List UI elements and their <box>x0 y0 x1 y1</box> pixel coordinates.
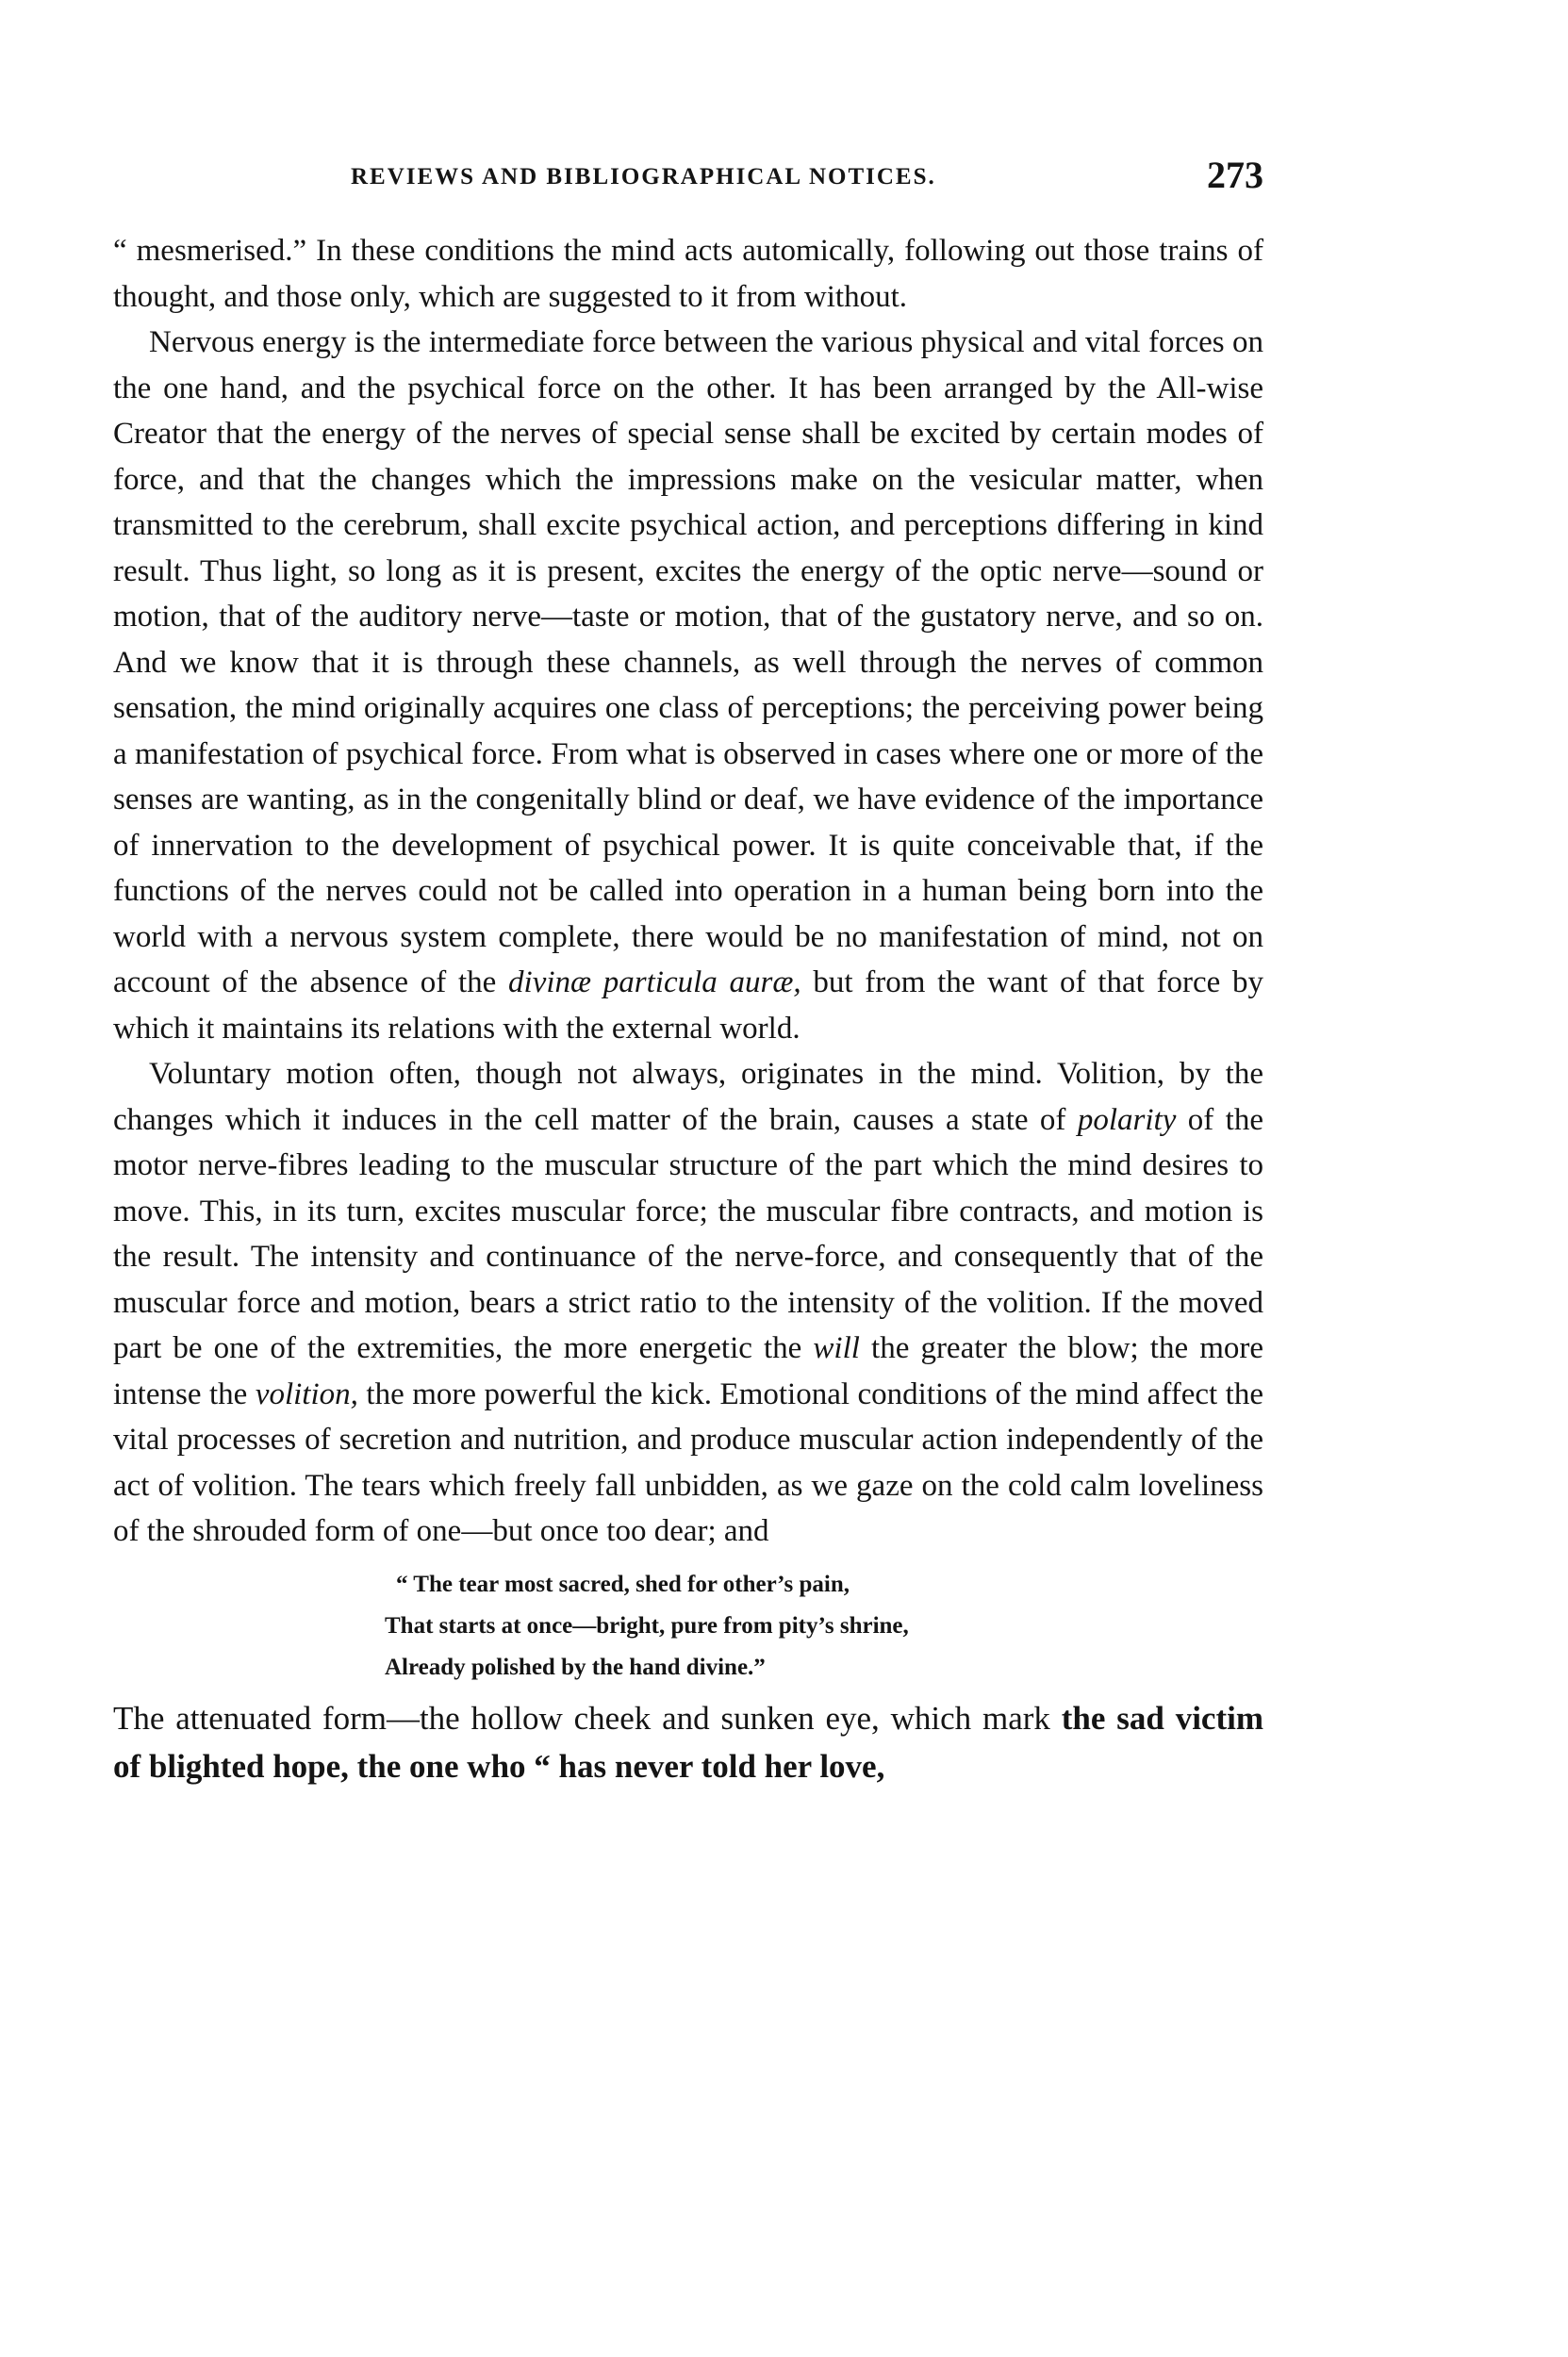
paragraph-4-text-a: The attenuated form—the hollow cheek and sunken eye, which mark <box>113 1699 1062 1737</box>
paragraph-1: “ mesmerised.” In these conditions the mind acts automically, following out those trains of thought, and those only, which are suggested to it from without. <box>113 234 1263 314</box>
running-head: REVIEWS AND BIBLIOGRAPHICAL NOTICES. <box>351 164 936 190</box>
verse-line-3: Already polished by the hand divine.” <box>385 1654 766 1680</box>
verse-line-1: “ The tear most sacred, shed for other’s pain, <box>396 1571 850 1597</box>
italic-polarity: polarity <box>1077 1102 1177 1137</box>
paragraph-3-text-c: the greater the blow; the more intense the <box>113 1331 1263 1411</box>
paragraph-3 <box>113 1051 1263 1555</box>
paragraph-2-text-b: but from the want of that force by which it maintains its relations with the external world. <box>113 965 1263 1046</box>
latin-phrase: divinæ particula auræ, <box>508 965 801 999</box>
page-body <box>113 228 1263 1790</box>
page-header <box>113 154 1263 206</box>
italic-will: will <box>813 1331 860 1365</box>
paragraph-3-text-d: the more powerful the kick. Emotional conditions of the mind affect the vital processes of secretion and nutrition, and produce muscular action independently of the act of volition. The tears which freely fall unbidden, as we gaze on the cold calm loveliness of the shrouded form of one—but once too dear; and <box>113 1376 1263 1548</box>
verse-line-2: That starts at once—bright, pure from pity’s shrine, <box>385 1612 909 1639</box>
italic-volition: volition, <box>255 1376 358 1411</box>
page-number: 273 <box>1207 154 1263 196</box>
verse-quotation <box>385 1564 1263 1689</box>
paragraph-4-text-b: the sad victim of blighted hope, the one who “ has never told her love, <box>113 1699 1263 1785</box>
paragraph-2-text-a: Nervous energy is the intermediate force between the various physical and vital forces on the one hand, and the psychical force on the other. It has been arranged by the All-wise Creator that the energy of the nerves of special sense shall be excited by certain modes of force, and that the changes which the impressions make on the vesicular matter, when transmitted to the cerebrum, shall excite psychical action, and perceptions differing in kind result. Thus light, so long as it is present, excites the energy of the optic nerve—sound or motion, that of the auditory nerve—taste or motion, that of the gustatory nerve, and so on. And we know that it is through these channels, as well through the nerves of common sensation, the mind originally acquires one class of perceptions; the perceiving power being a manifestation of psychical force. From what is observed in cases where one or more of the senses are wanting, as in the congenitally blind or deaf, we have evidence of the importance of innervation to the development of psychical power. It is quite conceivable that, if the functions of the nerves could not be called into operation in a human being born into the world with a nervous system complete, there would be no manifestation of mind, not on account of the absence of the <box>113 325 1263 999</box>
paragraph-4 <box>113 1694 1263 1790</box>
paragraph-3-text-b: of the motor nerve-fibres leading to the muscular structure of the part which the mind desires to move. This, in its turn, excites muscular force; the muscular fibre contracts, and motion is the result. The intensity and continuance of the nerve-force, and consequently that of the muscular force and motion, bears a strict ratio to the intensity of the volition. If the moved part be one of the extremities, the more energetic the <box>113 1102 1263 1365</box>
paragraph-2 <box>113 320 1263 1051</box>
paragraph-3-text-a: Voluntary motion often, though not always, originates in the mind. Volition, by the changes which it induces in the cell matter of the brain, causes a state of <box>113 1057 1263 1137</box>
